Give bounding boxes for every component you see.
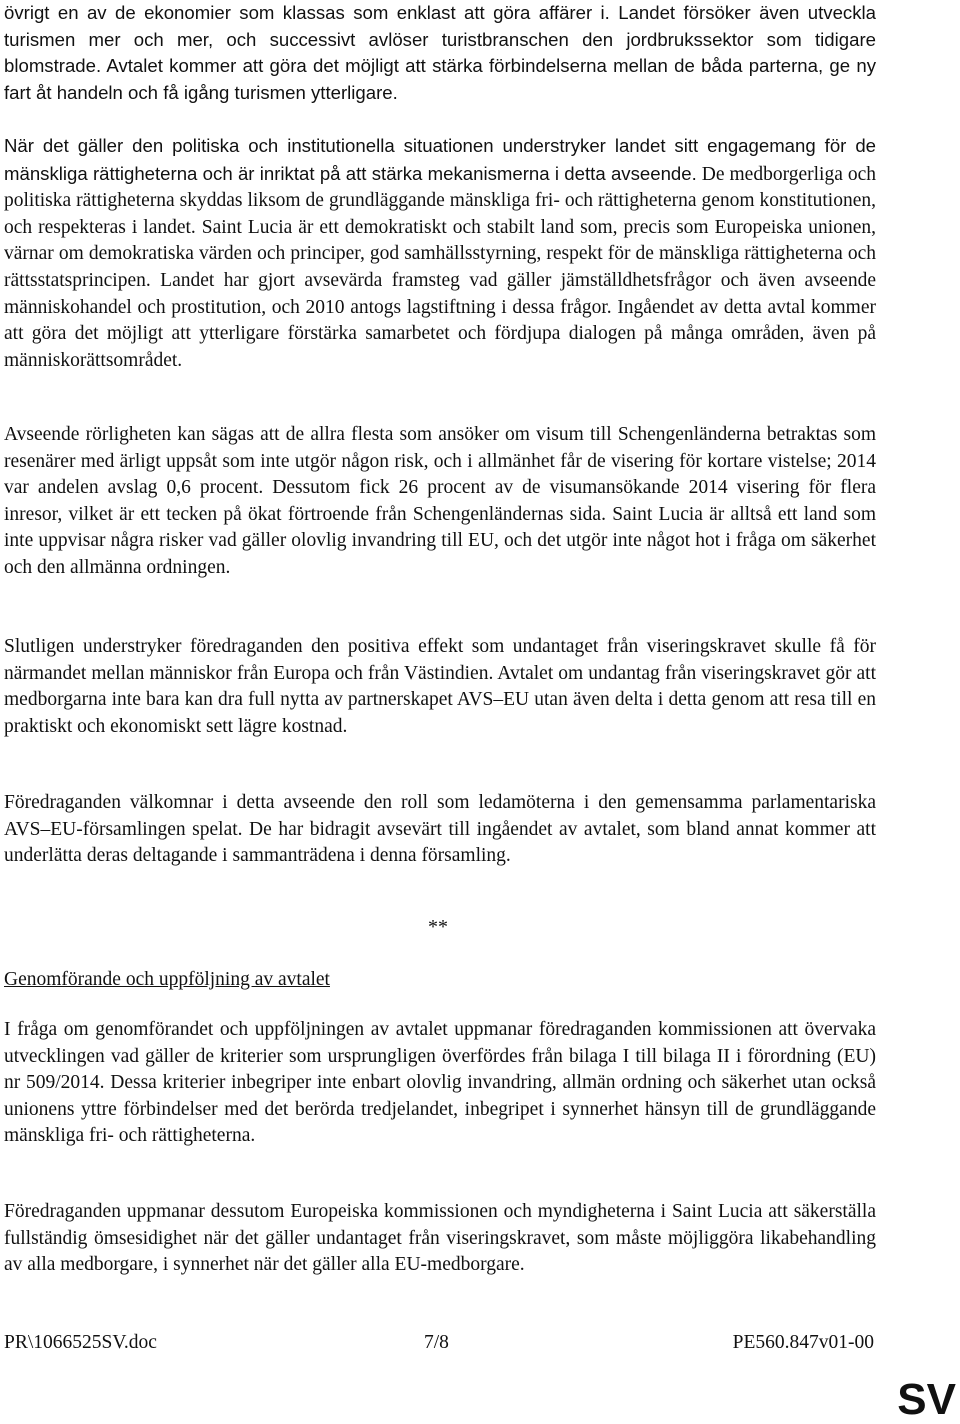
- section-paragraph-reciprocity: Föredraganden uppmanar dessutom Europeiska kommissionen och myndigheterna i Saint Lucia att säkerställa fullständig ömsesidighet när det gäller undantaget från viseringskravet, som måste möjliggöra likabehandling av alla medborgare, i synnerhet när det gäller alla EU-medborgare.: [4, 1201, 876, 1276]
- footer-page-number: 7/8: [424, 1332, 449, 1353]
- section-separator: **: [428, 916, 448, 938]
- section-paragraph-monitoring: I fråga om genomförandet och uppföljningen av avtalet uppmanar föredraganden kommissionen att övervaka utvecklingen vad gäller de kriterier som ursprungligen överfördes från bilaga I till bilaga II i förordning (EU) nr 509/2014. Dessa kriterier inbegriper inte enbart olovlig invandring, allmän ordning och säkerhet utan också unionens yttre förbindelser med det berörda tredjelandet, inbegripet i synnerhet hänsyn till de grundläggande mänskliga fri- och rättigheterna.: [4, 1019, 876, 1147]
- paragraph-conclusion: Slutligen understryker föredraganden den positiva effekt som undantaget från viseringskravet skulle få för närmandet mellan människor från Europa och från Västindien. Avtalet om undantag från viseringskravet gör att medborgarna inte bara kan dra full nytta av partnerskapet AVS–EU utan även delta i detta genom att resa till en praktiskt och ekonomiskt sett lägre kostnad.: [4, 636, 876, 737]
- paragraph-mobility: Avseende rörligheten kan sägas att de allra flesta som ansöker om visum till Schengenländerna betraktas som resenärer med ärligt uppsåt som inte utgör någon risk, och i allmänhet får de visering för kortare vistelse; 2014 var andelen avslag 0,6 procent. Dessutom fick 26 procent av de visumansökande 2014 visering för flera inresor, vilket är ett tecken på ökat förtroende från Schengenländernas sida. Saint Lucia är alltså ett land som inte uppvisar några risker vad gäller olovlig invandring till EU, och det utgör inte något hot i fråga om säkerhet och den allmänna ordningen.: [4, 424, 876, 578]
- paragraph-politics-serif-part: De medborgerliga och politiska rättigheterna skyddas liksom de grundläggande mänskliga fri- och rättigheterna genom konstitutionen, och respekteras i landet. Saint Lucia är ett demokratiskt och stabilt land som, precis som Europeiska unionen, värnar om demokratiska värden och principer, god samhällsstyrning, respekt för de mänskliga rättigheterna och rättsstatsprincipen. Landet har gjort avsevärda framsteg vad gäller jämställdhetsfrågor och även avseende människohandel och prostitution, och 2010 antogs lagstiftning i dessa frågor. Ingåendet av detta avtal kommer att göra det möjligt att ytterligare förstärka samarbetet och fördjupa dialogen på många områden, även på människorättsområdet.: [4, 163, 877, 371]
- paragraph-politics: [4, 133, 876, 374]
- footer-doc-ref: PR\1066525SV.doc: [4, 1332, 157, 1353]
- paragraph-parliament: Föredraganden välkomnar i detta avseende den roll som ledamöterna i den gemensamma parlamentariska AVS–EU-församlingen spelat. De har bidragit avsevärt till ingåendet av avtalet, som bland annat kommer att underlätta deras deltagande i sammanträdena i denna församling.: [4, 792, 876, 867]
- section-heading: Genomförande och uppföljning av avtalet: [4, 969, 330, 990]
- footer-pe-ref: PE560.847v01-00: [732, 1332, 874, 1353]
- language-code: SV: [897, 1375, 956, 1424]
- paragraph-intro: övrigt en av de ekonomier som klassas som enklast att göra affärer i. Landet försöker även utveckla turismen mer och mer, och successivt avlöser turistbranschen den jordbrukssektor som tidigare blomstrade. Avtalet kommer att göra det möjligt att stärka förbindelserna mellan de båda parterna, ge ny fart åt handeln och få igång turismen ytterligare.: [4, 2, 876, 103]
- paragraph-politics-sans-part: När det gäller den politiska och institutionella situationen understryker landet sitt engagemang för de mänskliga rättigheterna och är inriktat på att stärka mekanismerna i detta avseende.: [4, 135, 876, 184]
